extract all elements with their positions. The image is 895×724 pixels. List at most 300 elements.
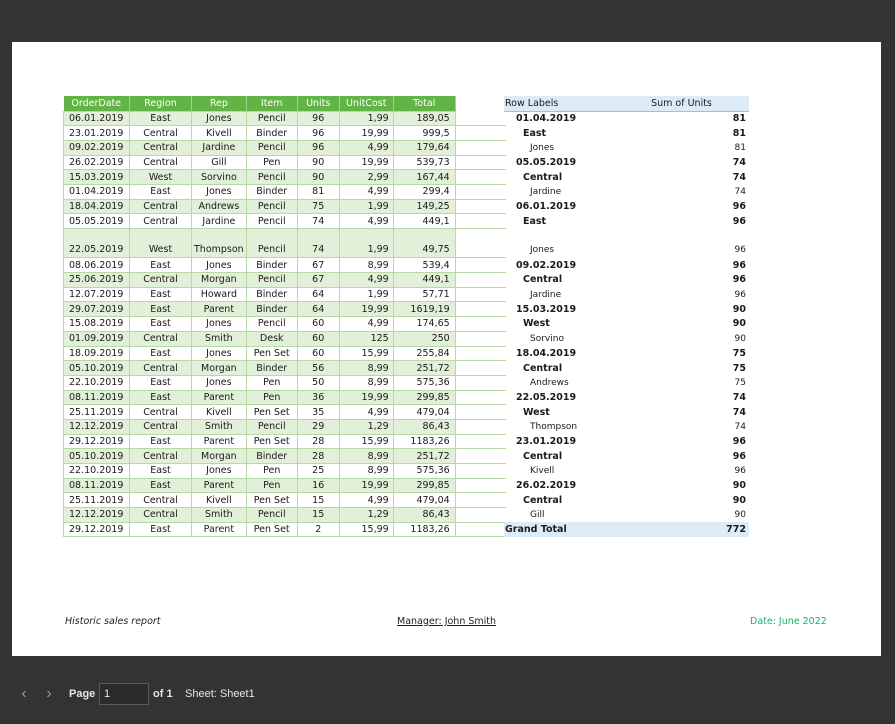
table-cell[interactable]: East bbox=[130, 287, 192, 302]
empty-cell[interactable] bbox=[455, 287, 506, 302]
table-cell[interactable]: Jones bbox=[192, 258, 247, 273]
pivot-row-value[interactable]: 90 bbox=[734, 509, 746, 520]
table-cell[interactable]: 8,99 bbox=[339, 375, 393, 390]
table-cell[interactable]: Pencil bbox=[246, 199, 297, 214]
table-cell[interactable]: Pencil bbox=[246, 273, 297, 288]
table-cell[interactable]: Binder bbox=[246, 184, 297, 199]
empty-cell[interactable] bbox=[455, 434, 506, 449]
table-cell[interactable]: 575,36 bbox=[393, 375, 455, 390]
pivot-row-label[interactable]: East bbox=[523, 215, 547, 227]
table-cell[interactable]: 449,1 bbox=[393, 273, 455, 288]
pivot-row-value[interactable]: 74 bbox=[734, 421, 746, 432]
table-cell[interactable]: Pencil bbox=[246, 214, 297, 229]
table-cell[interactable]: Central bbox=[130, 449, 192, 464]
table-cell[interactable]: Pencil bbox=[246, 111, 297, 126]
table-cell[interactable]: 96 bbox=[297, 126, 339, 141]
table-cell[interactable]: 15 bbox=[297, 508, 339, 523]
table-cell[interactable]: 189,05 bbox=[393, 111, 455, 126]
table-cell[interactable]: 575,36 bbox=[393, 464, 455, 479]
pivot-row-value[interactable]: 90 bbox=[614, 478, 749, 493]
pivot-row-value[interactable]: 96 bbox=[734, 289, 746, 300]
table-cell[interactable]: 2,99 bbox=[339, 170, 393, 185]
pivot-row-value[interactable]: 75 bbox=[732, 362, 746, 374]
table-cell[interactable]: Smith bbox=[192, 331, 247, 346]
table-cell[interactable]: West bbox=[130, 229, 192, 258]
table-cell[interactable]: Pen Set bbox=[246, 522, 297, 537]
table-cell[interactable]: Pencil bbox=[246, 317, 297, 332]
table-cell[interactable]: Jones bbox=[192, 111, 247, 126]
footer-report-title: Historic sales report bbox=[65, 616, 161, 627]
table-cell[interactable]: 28 bbox=[297, 449, 339, 464]
table-cell[interactable]: Parent bbox=[192, 522, 247, 537]
pivot-row-label[interactable]: Central bbox=[523, 450, 563, 462]
table-cell[interactable]: Central bbox=[130, 199, 192, 214]
table-cell[interactable]: 56 bbox=[297, 361, 339, 376]
table-cell[interactable]: 19,99 bbox=[339, 478, 393, 493]
table-cell[interactable]: 25.11.2019 bbox=[64, 405, 130, 420]
table-cell[interactable]: 449,1 bbox=[393, 214, 455, 229]
table-cell[interactable]: 1,29 bbox=[339, 419, 393, 434]
table-cell[interactable]: 86,43 bbox=[393, 419, 455, 434]
empty-cell[interactable] bbox=[455, 273, 506, 288]
table-cell[interactable]: East bbox=[130, 258, 192, 273]
table-cell[interactable]: Jardine bbox=[192, 214, 247, 229]
table-cell[interactable]: Pen bbox=[246, 375, 297, 390]
table-cell[interactable]: East bbox=[130, 111, 192, 126]
pivot-row-value[interactable]: 74 bbox=[614, 155, 749, 170]
table-cell[interactable]: 4,99 bbox=[339, 184, 393, 199]
table-cell[interactable]: Parent bbox=[192, 478, 247, 493]
table-cell[interactable]: Parent bbox=[192, 434, 247, 449]
table-cell[interactable]: Morgan bbox=[192, 361, 247, 376]
pivot-row-value[interactable]: 96 bbox=[732, 215, 746, 227]
pivot-row-value[interactable]: 96 bbox=[732, 274, 746, 286]
pivot-row-label[interactable]: 18.04.2019 bbox=[504, 346, 614, 361]
table-cell[interactable]: 26.02.2019 bbox=[64, 155, 130, 170]
table-cell[interactable]: 15,99 bbox=[339, 346, 393, 361]
table-cell[interactable]: 4,99 bbox=[339, 273, 393, 288]
table-cell[interactable]: 1183,26 bbox=[393, 522, 455, 537]
table-cell[interactable]: Jardine bbox=[192, 140, 247, 155]
pivot-row-label[interactable]: 15.03.2019 bbox=[504, 302, 614, 317]
table-cell[interactable]: 1619,19 bbox=[393, 302, 455, 317]
table-cell[interactable]: 8,99 bbox=[339, 258, 393, 273]
table-cell[interactable]: Central bbox=[130, 419, 192, 434]
table-cell[interactable]: 08.06.2019 bbox=[64, 258, 130, 273]
table-cell[interactable]: 09.02.2019 bbox=[64, 140, 130, 155]
table-cell[interactable]: 25.11.2019 bbox=[64, 493, 130, 508]
empty-cell[interactable] bbox=[455, 302, 506, 317]
table-cell[interactable]: Howard bbox=[192, 287, 247, 302]
pivot-row-value[interactable]: 96 bbox=[614, 434, 749, 449]
table-cell[interactable]: Central bbox=[130, 508, 192, 523]
table-cell[interactable]: 74 bbox=[297, 214, 339, 229]
empty-cell[interactable] bbox=[455, 390, 506, 405]
table-cell[interactable]: Gill bbox=[192, 155, 247, 170]
table-cell[interactable]: 15 bbox=[297, 493, 339, 508]
table-cell[interactable]: Thompson bbox=[192, 229, 247, 258]
pivot-row-label[interactable]: 26.02.2019 bbox=[504, 478, 614, 493]
empty-cell[interactable] bbox=[455, 184, 506, 199]
pivot-row-label[interactable]: Central bbox=[523, 494, 563, 506]
table-cell[interactable]: 35 bbox=[297, 405, 339, 420]
pivot-row-label[interactable]: Central bbox=[523, 362, 563, 374]
table-cell[interactable]: Morgan bbox=[192, 273, 247, 288]
pivot-row bbox=[504, 434, 749, 449]
table-cell[interactable]: Pen bbox=[246, 390, 297, 405]
table-cell[interactable]: 60 bbox=[297, 331, 339, 346]
table-cell[interactable]: Smith bbox=[192, 508, 247, 523]
pivot-row-value[interactable]: 90 bbox=[614, 302, 749, 317]
empty-cell[interactable] bbox=[455, 449, 506, 464]
table-cell[interactable]: Desk bbox=[246, 331, 297, 346]
pivot-row-label[interactable]: Jones bbox=[530, 142, 555, 153]
table-cell[interactable]: 96 bbox=[297, 140, 339, 155]
table-cell[interactable]: 25.06.2019 bbox=[64, 273, 130, 288]
pivot-row-label[interactable]: West bbox=[523, 406, 550, 418]
pivot-row-value[interactable]: 96 bbox=[734, 245, 746, 256]
pivot-row-value[interactable]: 96 bbox=[614, 258, 749, 273]
page-number-input[interactable] bbox=[99, 683, 149, 705]
table-cell[interactable]: 22.10.2019 bbox=[64, 375, 130, 390]
table-row bbox=[64, 478, 507, 493]
table-cell[interactable]: 08.11.2019 bbox=[64, 390, 130, 405]
table-cell[interactable]: 90 bbox=[297, 155, 339, 170]
empty-cell[interactable] bbox=[455, 508, 506, 523]
table-cell[interactable]: 299,4 bbox=[393, 184, 455, 199]
table-cell[interactable]: 299,85 bbox=[393, 478, 455, 493]
table-cell[interactable]: 64 bbox=[297, 302, 339, 317]
pivot-row-label[interactable]: 09.02.2019 bbox=[504, 258, 614, 273]
empty-cell[interactable] bbox=[455, 405, 506, 420]
table-row bbox=[64, 390, 507, 405]
table-cell[interactable]: 29 bbox=[297, 419, 339, 434]
table-cell[interactable]: East bbox=[130, 390, 192, 405]
pivot-row-label[interactable]: Jardine bbox=[530, 186, 562, 197]
pivot-row-value[interactable]: 74 bbox=[732, 171, 746, 183]
table-cell[interactable]: 2 bbox=[297, 522, 339, 537]
table-cell[interactable]: 149,25 bbox=[393, 199, 455, 214]
table-cell[interactable]: 255,84 bbox=[393, 346, 455, 361]
column-header: UnitCost bbox=[339, 96, 393, 111]
grand-total-label[interactable]: Grand Total bbox=[504, 522, 614, 537]
table-cell[interactable]: 8,99 bbox=[339, 361, 393, 376]
sheet-name: Sheet: Sheet1 bbox=[185, 688, 255, 700]
table-cell[interactable]: 18.04.2019 bbox=[64, 199, 130, 214]
table-cell[interactable]: 05.10.2019 bbox=[64, 361, 130, 376]
pivot-row bbox=[504, 126, 749, 141]
pivot-row-label[interactable]: 06.01.2019 bbox=[504, 199, 614, 214]
pivot-row-label[interactable]: Sorvino bbox=[530, 333, 564, 344]
table-cell[interactable]: Central bbox=[130, 273, 192, 288]
pivot-row-value[interactable]: 90 bbox=[732, 494, 746, 506]
table-cell[interactable]: 06.01.2019 bbox=[64, 111, 130, 126]
table-cell[interactable]: East bbox=[130, 346, 192, 361]
table-cell[interactable]: Binder bbox=[246, 287, 297, 302]
table-cell[interactable]: 8,99 bbox=[339, 449, 393, 464]
pivot-row-value[interactable]: 96 bbox=[732, 450, 746, 462]
table-cell[interactable]: Central bbox=[130, 361, 192, 376]
pivot-row-value[interactable]: 74 bbox=[734, 186, 746, 197]
table-cell[interactable]: Parent bbox=[192, 302, 247, 317]
pivot-row-label[interactable]: East bbox=[523, 127, 547, 139]
table-cell[interactable]: 50 bbox=[297, 375, 339, 390]
table-cell[interactable]: Kivell bbox=[192, 405, 247, 420]
table-cell[interactable]: 29.12.2019 bbox=[64, 434, 130, 449]
table-cell[interactable]: Pen bbox=[246, 464, 297, 479]
table-cell[interactable]: 01.04.2019 bbox=[64, 184, 130, 199]
table-cell[interactable]: Central bbox=[130, 155, 192, 170]
table-cell[interactable]: 539,73 bbox=[393, 155, 455, 170]
table-cell[interactable]: 49,75 bbox=[393, 229, 455, 258]
table-cell[interactable]: Binder bbox=[246, 258, 297, 273]
table-cell[interactable]: East bbox=[130, 478, 192, 493]
pivot-row-label[interactable]: Central bbox=[523, 274, 563, 286]
table-cell[interactable]: 4,99 bbox=[339, 214, 393, 229]
table-cell[interactable]: 479,04 bbox=[393, 493, 455, 508]
empty-cell[interactable] bbox=[455, 346, 506, 361]
pivot-row-value[interactable]: 75 bbox=[614, 346, 749, 361]
table-cell[interactable]: Binder bbox=[246, 302, 297, 317]
table-cell[interactable]: Pen Set bbox=[246, 493, 297, 508]
table-cell[interactable]: 08.11.2019 bbox=[64, 478, 130, 493]
table-cell[interactable]: 19,99 bbox=[339, 390, 393, 405]
table-cell[interactable]: 251,72 bbox=[393, 361, 455, 376]
empty-cell[interactable] bbox=[455, 214, 506, 229]
pivot-row-value[interactable]: 74 bbox=[732, 406, 746, 418]
pivot-row bbox=[504, 508, 749, 523]
table-cell[interactable]: Binder bbox=[246, 361, 297, 376]
empty-cell[interactable] bbox=[455, 375, 506, 390]
table-cell[interactable]: 01.09.2019 bbox=[64, 331, 130, 346]
table-cell[interactable]: Pencil bbox=[246, 170, 297, 185]
table-cell[interactable]: East bbox=[130, 302, 192, 317]
table-cell[interactable]: 15.03.2019 bbox=[64, 170, 130, 185]
pivot-row bbox=[504, 375, 749, 390]
pivot-row-label[interactable]: 01.04.2019 bbox=[504, 111, 614, 126]
table-cell[interactable]: 1,99 bbox=[339, 287, 393, 302]
table-cell[interactable]: Kivell bbox=[192, 493, 247, 508]
empty-cell[interactable] bbox=[455, 464, 506, 479]
table-cell[interactable]: Central bbox=[130, 126, 192, 141]
empty-cell[interactable] bbox=[455, 493, 506, 508]
table-cell[interactable]: Jones bbox=[192, 317, 247, 332]
table-cell[interactable]: Morgan bbox=[192, 449, 247, 464]
empty-cell[interactable] bbox=[455, 258, 506, 273]
table-cell[interactable]: 29.07.2019 bbox=[64, 302, 130, 317]
table-cell[interactable]: 167,44 bbox=[393, 170, 455, 185]
table-cell[interactable]: 22.05.2019 bbox=[64, 229, 130, 258]
table-cell[interactable]: 4,99 bbox=[339, 317, 393, 332]
table-cell[interactable]: 23.01.2019 bbox=[64, 126, 130, 141]
empty-cell[interactable] bbox=[455, 229, 506, 258]
pivot-row-label[interactable]: Central bbox=[523, 171, 563, 183]
table-cell[interactable]: Pencil bbox=[246, 140, 297, 155]
table-cell[interactable]: 999,5 bbox=[393, 126, 455, 141]
table-cell[interactable]: Central bbox=[130, 140, 192, 155]
empty-cell[interactable] bbox=[455, 155, 506, 170]
pivot-row-value[interactable]: 90 bbox=[732, 318, 746, 330]
table-cell[interactable]: 05.05.2019 bbox=[64, 214, 130, 229]
table-cell[interactable]: 81 bbox=[297, 184, 339, 199]
table-cell[interactable]: Kivell bbox=[192, 126, 247, 141]
table-cell[interactable]: Sorvino bbox=[192, 170, 247, 185]
empty-cell[interactable] bbox=[455, 199, 506, 214]
table-cell[interactable]: Pen bbox=[246, 478, 297, 493]
pivot-row-label[interactable]: 05.05.2019 bbox=[504, 155, 614, 170]
next-page-icon[interactable]: › bbox=[46, 685, 52, 702]
empty-cell[interactable] bbox=[455, 522, 506, 537]
table-cell[interactable]: 16 bbox=[297, 478, 339, 493]
table-cell[interactable]: 67 bbox=[297, 258, 339, 273]
table-cell[interactable]: 12.07.2019 bbox=[64, 287, 130, 302]
table-cell[interactable]: 1,99 bbox=[339, 111, 393, 126]
table-cell[interactable]: Central bbox=[130, 331, 192, 346]
table-cell[interactable]: 67 bbox=[297, 273, 339, 288]
table-cell[interactable]: 19,99 bbox=[339, 126, 393, 141]
empty-cell[interactable] bbox=[455, 317, 506, 332]
table-cell[interactable]: 36 bbox=[297, 390, 339, 405]
table-cell[interactable]: Jones bbox=[192, 375, 247, 390]
table-cell[interactable]: 74 bbox=[297, 229, 339, 258]
table-cell[interactable]: East bbox=[130, 464, 192, 479]
table-cell[interactable]: 28 bbox=[297, 434, 339, 449]
empty-cell[interactable] bbox=[455, 361, 506, 376]
grand-total-value[interactable]: 772 bbox=[614, 522, 749, 537]
table-cell[interactable]: 1,29 bbox=[339, 508, 393, 523]
table-cell[interactable]: Pencil bbox=[246, 508, 297, 523]
pivot-row-value[interactable]: 90 bbox=[734, 333, 746, 344]
table-cell[interactable]: Central bbox=[130, 214, 192, 229]
table-cell[interactable]: 19,99 bbox=[339, 302, 393, 317]
table-cell[interactable]: East bbox=[130, 522, 192, 537]
pivot-row-label[interactable]: 23.01.2019 bbox=[504, 434, 614, 449]
table-cell[interactable]: 57,71 bbox=[393, 287, 455, 302]
pivot-row-value[interactable]: 96 bbox=[614, 199, 749, 214]
table-cell[interactable]: 75 bbox=[297, 199, 339, 214]
table-cell[interactable]: 05.10.2019 bbox=[64, 449, 130, 464]
table-cell[interactable]: Pencil bbox=[246, 229, 297, 258]
table-cell[interactable]: Jones bbox=[192, 346, 247, 361]
pivot-row-label[interactable]: Andrews bbox=[530, 377, 569, 388]
table-cell[interactable]: 4,99 bbox=[339, 405, 393, 420]
table-cell[interactable]: 60 bbox=[297, 346, 339, 361]
table-cell[interactable]: 15,99 bbox=[339, 522, 393, 537]
table-cell[interactable]: Jones bbox=[192, 464, 247, 479]
table-cell[interactable]: Parent bbox=[192, 390, 247, 405]
table-cell[interactable]: 96 bbox=[297, 111, 339, 126]
table-cell[interactable]: 64 bbox=[297, 287, 339, 302]
empty-cell[interactable] bbox=[455, 419, 506, 434]
table-cell[interactable]: Central bbox=[130, 493, 192, 508]
pivot-row-value[interactable]: 74 bbox=[614, 390, 749, 405]
table-cell[interactable]: Pen bbox=[246, 155, 297, 170]
table-cell[interactable]: 25 bbox=[297, 464, 339, 479]
table-cell[interactable]: Jones bbox=[192, 184, 247, 199]
pivot-row-label[interactable]: Thompson bbox=[530, 421, 578, 432]
table-cell[interactable]: 4,99 bbox=[339, 140, 393, 155]
pivot-row-value[interactable]: 81 bbox=[732, 127, 746, 139]
empty-cell[interactable] bbox=[455, 126, 506, 141]
table-cell[interactable]: East bbox=[130, 184, 192, 199]
table-cell[interactable]: Andrews bbox=[192, 199, 247, 214]
table-cell[interactable]: 18.09.2019 bbox=[64, 346, 130, 361]
empty-cell[interactable] bbox=[455, 331, 506, 346]
table-row bbox=[64, 522, 507, 537]
table-cell[interactable]: 250 bbox=[393, 331, 455, 346]
pivot-row-label[interactable]: Gill bbox=[530, 509, 545, 520]
table-cell[interactable]: 125 bbox=[339, 331, 393, 346]
table-cell[interactable]: 1,99 bbox=[339, 229, 393, 258]
table-cell[interactable]: Central bbox=[130, 405, 192, 420]
pivot-row-label[interactable]: West bbox=[523, 318, 550, 330]
pivot-row-label[interactable]: Kivell bbox=[530, 465, 555, 476]
table-row bbox=[64, 302, 507, 317]
empty-cell[interactable] bbox=[455, 478, 506, 493]
table-cell[interactable]: 174,65 bbox=[393, 317, 455, 332]
table-cell[interactable]: 251,72 bbox=[393, 449, 455, 464]
table-cell[interactable]: 8,99 bbox=[339, 464, 393, 479]
table-cell[interactable]: East bbox=[130, 317, 192, 332]
pivot-row-label[interactable]: Jones bbox=[530, 245, 555, 256]
table-cell[interactable]: 29.12.2019 bbox=[64, 522, 130, 537]
pivot-row-label[interactable]: Jardine bbox=[530, 289, 562, 300]
empty-cell[interactable] bbox=[455, 111, 506, 126]
pivot-row-value[interactable]: 75 bbox=[734, 377, 746, 388]
table-cell[interactable]: 15.08.2019 bbox=[64, 317, 130, 332]
table-cell[interactable]: 12.12.2019 bbox=[64, 419, 130, 434]
table-header-row bbox=[64, 96, 507, 111]
table-cell[interactable]: Smith bbox=[192, 419, 247, 434]
table-row bbox=[64, 405, 507, 420]
pivot-row-value[interactable]: 81 bbox=[734, 142, 746, 153]
table-cell[interactable]: East bbox=[130, 375, 192, 390]
table-cell[interactable]: Pen Set bbox=[246, 405, 297, 420]
column-header: Item bbox=[246, 96, 297, 111]
table-cell[interactable]: 4,99 bbox=[339, 493, 393, 508]
table-cell[interactable]: 1,99 bbox=[339, 199, 393, 214]
table-cell[interactable]: 86,43 bbox=[393, 508, 455, 523]
table-cell[interactable]: Binder bbox=[246, 126, 297, 141]
table-cell[interactable]: 22.10.2019 bbox=[64, 464, 130, 479]
table-cell[interactable]: 12.12.2019 bbox=[64, 508, 130, 523]
empty-cell[interactable] bbox=[455, 140, 506, 155]
table-cell[interactable]: 60 bbox=[297, 317, 339, 332]
table-cell[interactable]: West bbox=[130, 170, 192, 185]
table-cell[interactable]: Pen Set bbox=[246, 434, 297, 449]
table-cell[interactable]: 539,4 bbox=[393, 258, 455, 273]
pivot-row-label[interactable]: 22.05.2019 bbox=[504, 390, 614, 405]
table-cell[interactable]: 479,04 bbox=[393, 405, 455, 420]
table-cell[interactable]: Binder bbox=[246, 449, 297, 464]
table-cell[interactable]: Pen Set bbox=[246, 346, 297, 361]
pivot-row-value[interactable]: 81 bbox=[614, 111, 749, 126]
table-cell[interactable]: 299,85 bbox=[393, 390, 455, 405]
column-header: Region bbox=[130, 96, 192, 111]
previous-page-icon[interactable]: ‹ bbox=[21, 685, 27, 702]
empty-cell[interactable] bbox=[455, 170, 506, 185]
table-cell[interactable]: 1183,26 bbox=[393, 434, 455, 449]
table-cell[interactable]: 179,64 bbox=[393, 140, 455, 155]
table-cell[interactable]: 15,99 bbox=[339, 434, 393, 449]
pivot-row bbox=[504, 184, 749, 199]
pivot-row bbox=[504, 464, 749, 479]
table-cell[interactable]: 90 bbox=[297, 170, 339, 185]
table-cell[interactable]: East bbox=[130, 434, 192, 449]
table-cell[interactable]: 19,99 bbox=[339, 155, 393, 170]
pivot-row-value[interactable]: 96 bbox=[734, 465, 746, 476]
table-cell[interactable]: Pencil bbox=[246, 419, 297, 434]
